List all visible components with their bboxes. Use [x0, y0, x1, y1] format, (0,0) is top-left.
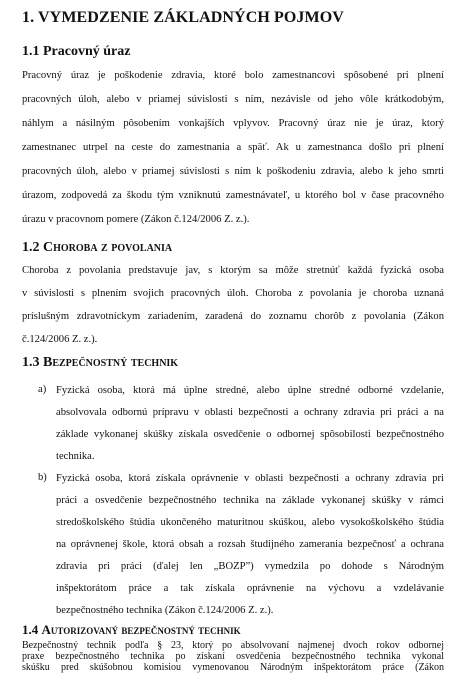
list-item-line: stredoškolského štúdia ukončeného maturitnou skúškou, alebo vysokoškolského štúdia — [56, 517, 444, 528]
list-item-line: inšpektorátom práce a tak získala oprávnenie na výchovu a vzdelávanie — [56, 583, 444, 594]
list-item-line: práci a osvedčenie bezpečnostného technika na základe vykonanej skúšky v rámci — [56, 495, 444, 506]
paragraph-line: príslušným zdravotníckym zariadením, zaradená do zoznamu chorôb z povolania (Zákon — [22, 311, 444, 322]
paragraph-line: úrazom, zodpovedá za škodu tým vzniknutú zamestnávateľ, u ktorého bol v čase pracovného — [22, 190, 444, 201]
list-item-line: Fyzická osoba, ktorá má úplne stredné, alebo úplne stredné odborné vzdelanie, — [56, 385, 444, 396]
list-item-label: a) — [38, 384, 47, 395]
section-title: Bezpečnostný technik — [43, 355, 179, 370]
section-title: Choroba z povolania — [43, 240, 173, 255]
paragraph-line: v súvislosti s plnením svojich pracovných úloh. Choroba z povolania je choroba uznaná — [22, 288, 444, 299]
paragraph-line: pracovných úloh, alebo v priamej súvislosti s ním, nezávisle od jeho vôle krátkodobým, — [22, 94, 444, 105]
paragraph-line: pracovných úloh, alebo v priamej súvislosti s ním k poškodeniu zdravia, alebo k jeho smrti — [22, 166, 444, 177]
section-number: 1.2 — [22, 240, 40, 255]
paragraph-line: zamestnanec utrpel na ceste do zamestnania a späť. Ak u zamestnanca došlo pri plnení — [22, 142, 444, 153]
list-item-label: b) — [38, 472, 47, 483]
section-heading-1-4 — [22, 622, 241, 638]
document-title: 1. VYMEDZENIE ZÁKLADNÝCH POJMOV — [22, 9, 344, 26]
list-item-line: absolvovala odbornú prípravu v oblasti bezpečnosti a ochrany zdravia pri práci a na — [56, 407, 444, 418]
paragraph-line: Bezpečnostný technik podľa § 23, ktorý po absolvovaní najmenej dvoch rokov odbornej — [22, 640, 444, 651]
list-item-line: technika. — [56, 451, 95, 462]
paragraph-line: Choroba z povolania predstavuje jav, s ktorým sa môže stretnúť každá fyzická osoba — [22, 265, 444, 276]
list-item-line: Fyzická osoba, ktorá získala oprávnenie v oblasti bezpečnosti a ochrany zdravia pri — [56, 473, 444, 484]
paragraph-line: praxe bezpečnostného technika po získaní osvedčenia bezpečnostného technika vykonal — [22, 651, 444, 662]
paragraph-line: náhlym a násilným pôsobením vonkajších vplyvov. Pracovný úraz nie je úraz, ktorý — [22, 118, 444, 129]
paragraph-line: Pracovný úraz je poškodenie zdravia, ktoré bolo zamestnancovi spôsobené pri plnení — [22, 70, 444, 81]
paragraph-line: úrazu v pracovnom pomere (Zákon č.124/2006 Z. z.). — [22, 214, 250, 225]
paragraph-line: č.124/2006 Z. z.). — [22, 334, 98, 345]
list-item-line: na oprávnenej škole, ktorá obsah a rozsah študijného zamerania bezpečnosť a ochrana — [56, 539, 444, 550]
paragraph-line: skúšku pred skúšobnou komisiou vymenovanou Národným inšpektorátom práce (Zákon — [22, 662, 444, 673]
section-number: 1.4 — [22, 622, 39, 637]
list-item-line: základe vykonanej skúšky získala osvedčenie o odbornej spôsobilosti bezpečnostného — [56, 429, 444, 440]
list-item-line: zdravia pri práci (ďalej len „BOZP”) vymedzila po dohode s Národným — [56, 561, 444, 572]
list-item-line: bezpečnostného technika (Zákon č.124/2006 Z. z.). — [56, 605, 274, 616]
section-number: 1.3 — [22, 355, 40, 370]
section-heading-1-1 — [22, 44, 130, 60]
section-number: 1.1 — [22, 44, 40, 59]
section-title: Pracovný úraz — [43, 44, 131, 59]
section-heading-1-2 — [22, 240, 172, 256]
section-heading-1-3 — [22, 355, 178, 371]
section-title: Autorizovaný bezpečnostný technik — [41, 622, 241, 637]
